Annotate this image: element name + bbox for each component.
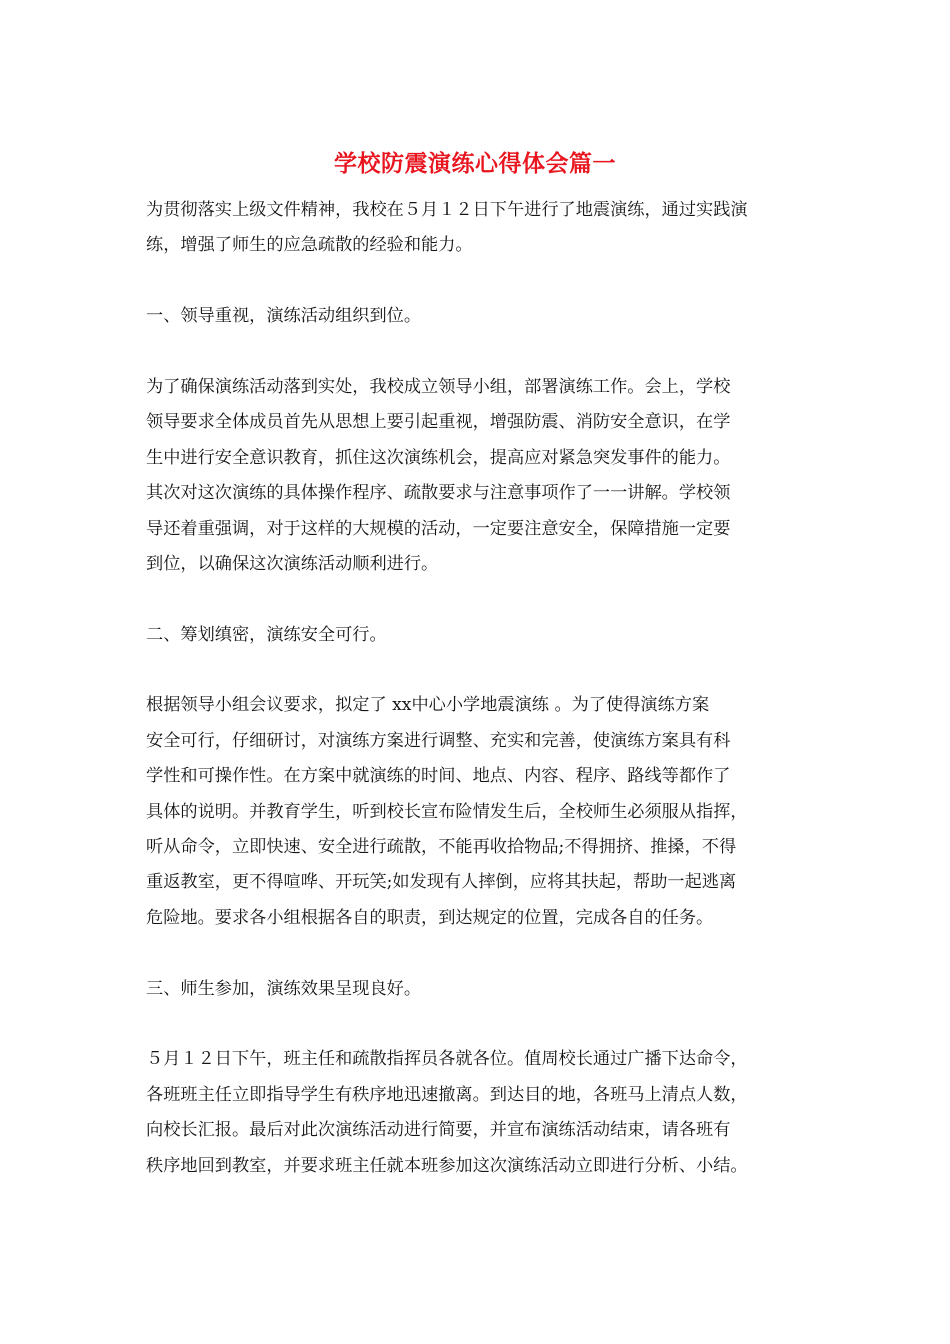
paragraph-line: 练，增强了师生的应急疏散的经验和能力。 [146,235,473,256]
paragraph-gap [146,653,810,688]
paragraph-line: 领导要求全体成员首先从思想上要引起重视，增强防震、消防安全意识，在学 [146,412,731,433]
paragraph-line: 危险地。要求各小组根据各自的职责，到达规定的位置，完成各自的任务。 [146,907,714,928]
paragraph-line: ５月１２日下午，班主任和疏散指挥员各就各位。值周校长通过广播下达命令， [146,1049,748,1070]
paragraph-line: 其次对这次演练的具体操作程序、疏散要求与注意事项作了一一讲解。学校领 [146,483,731,504]
section-heading: 二、筹划缜密，演练安全可行。 [146,624,387,645]
document-body [146,193,810,1184]
section-heading: 一、领导重视，演练活动组织到位。 [146,306,422,327]
paragraph-line: 生中进行安全意识教育，抓住这次演练机会，提高应对紧急突发事件的能力。 [146,447,731,468]
paragraph-line: 根据领导小组会议要求，拟定了 xx中心小学地震演练 。为了使得演练方案 [146,695,710,716]
paragraph-line: 为贯彻落实上级文件精神，我校在５月１２日下午进行了地震演练，通过实践演 [146,200,748,220]
paragraph-line: 各班班主任立即指导学生有秩序地迅速撤离。到达目的地，各班马上清点人数， [146,1084,748,1105]
document-title: 学校防震演练心得体会篇一 [334,150,616,177]
paragraph-gap [146,1007,810,1042]
paragraph-gap [146,582,810,617]
paragraph-line: 具体的说明。并教育学生，听到校长宣布险情发生后，全校师生必须服从指挥， [146,801,748,822]
paragraph-gap [146,264,810,299]
paragraph-line: 向校长汇报。最后对此次演练活动进行简要，并宣布演练活动结束，请各班有 [146,1120,731,1141]
paragraph-line: 学性和可操作性。在方案中就演练的时间、地点、内容、程序、路线等都作了 [146,766,731,787]
paragraph-line: 导还着重强调，对于这样的大规模的活动，一定要注意安全，保障措施一定要 [146,518,731,539]
paragraph-line: 重返教室，更不得喧哗、开玩笑;如发现有人摔倒，应将其扶起，帮助一起逃离 [146,872,737,893]
paragraph-line: 为了确保演练活动落到实处，我校成立领导小组，部署演练工作。会上，学校 [146,376,731,397]
paragraph-line: 到位，以确保这次演练活动顺利进行。 [146,553,439,574]
paragraph-line: 秩序地回到教室，并要求班主任就本班参加这次演练活动立即进行分析、小结。 [146,1155,748,1176]
paragraph-line: 听从命令，立即快速、安全进行疏散，不能再收拾物品;不得拥挤、推搡，不得 [146,837,737,858]
paragraph-gap [146,335,810,370]
section-heading: 三、师生参加，演练效果呈现良好。 [146,978,422,999]
paragraph-gap [146,936,810,971]
paragraph-line: 安全可行，仔细研讨，对演练方案进行调整、充实和完善，使演练方案具有科 [146,730,731,751]
